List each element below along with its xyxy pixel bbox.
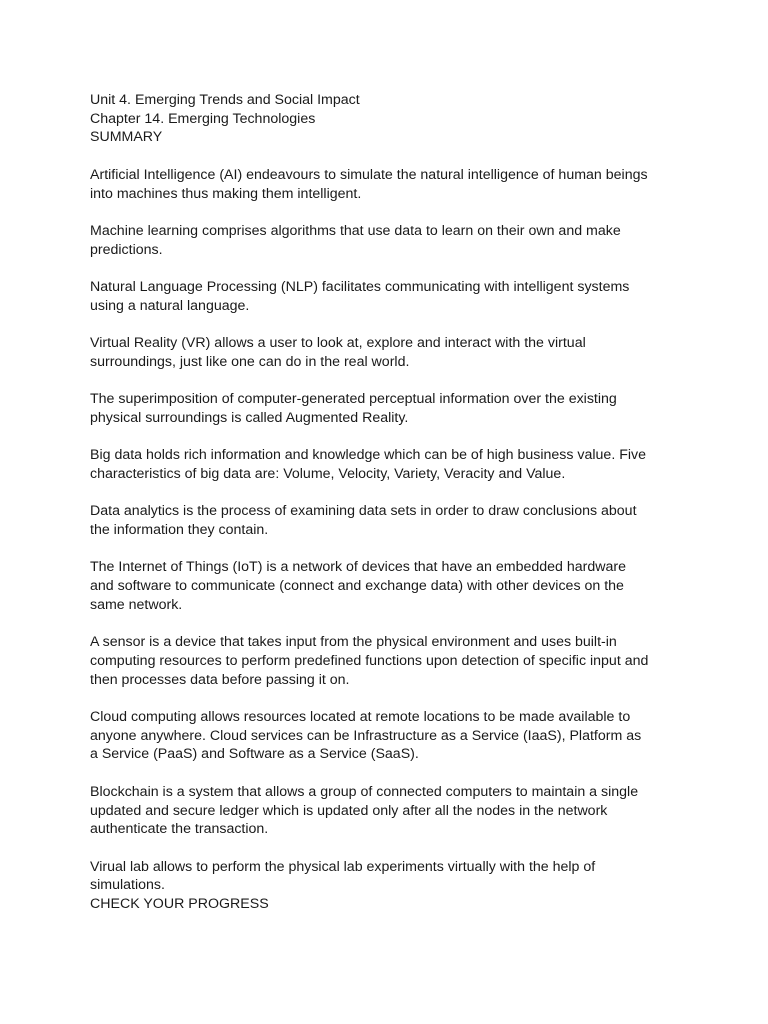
chapter-title: Chapter 14. Emerging Technologies [90, 110, 316, 127]
unit-title: Unit 4. Emerging Trends and Social Impact [90, 92, 360, 108]
summary-paragraph-cloud: Cloud computing allows resources located at remote locations to be made available to anyone anywhere. Cloud services can be Infrastructure as a Service (IaaS), Platform as a Service (PaaS) and Software as a Service (SaaS). [90, 709, 642, 763]
summary-paragraph-data-analytics: Data analytics is the process of examining data sets in order to draw conclusions about the information they contain. [90, 503, 637, 539]
summary-paragraph-blockchain: Blockchain is a system that allows a group of connected computers to maintain a single updated and secure ledger which is updated only after all the nodes in the network authenticate the transaction. [90, 783, 639, 838]
summary-paragraph-nlp: Natural Language Processing (NLP) facilitates communicating with intelligent systems using a natural language. [90, 278, 630, 314]
summary-paragraph-machine-learning: Machine learning comprises algorithms that use data to learn on their own and make predictions. [90, 222, 621, 258]
summary-paragraph-sensor: A sensor is a device that takes input from the physical environment and uses built-in computing resources to perform predefined functions upon detection of specific input and then processes data before passing it on. [90, 634, 649, 688]
section-title: SUMMARY [90, 129, 163, 146]
summary-paragraph-virtual-lab: Virual lab allows to perform the physical lab experiments virtually with the help of simulations. [90, 858, 596, 894]
summary-paragraph-vr: Virtual Reality (VR) allows a user to look at, explore and interact with the virtual surroundings, just like one can do in the real world. [90, 335, 586, 370]
summary-paragraph-iot: The Internet of Things (IoT) is a network of devices that have an embedded hardware and software to communicate (connect and exchange data) with other devices on the same network. [90, 559, 627, 613]
summary-paragraph-ai: Artificial Intelligence (AI) endeavours to simulate the natural intelligence of human beings into machines thus making them intelligent. [90, 166, 648, 202]
check-your-progress-heading: CHECK YOUR PROGRESS [90, 896, 269, 913]
summary-paragraph-ar: The superimposition of computer-generated perceptual information over the existing physical surroundings is called Augmented Reality. [90, 391, 617, 426]
document-header [90, 91, 650, 147]
summary-body [90, 166, 650, 895]
summary-paragraph-big-data: Big data holds rich information and knowledge which can be of high business value. Five characteristics of big data are: Volume, Velocity, Variety, Veracity and Value. [90, 447, 647, 482]
document-page [90, 91, 650, 914]
